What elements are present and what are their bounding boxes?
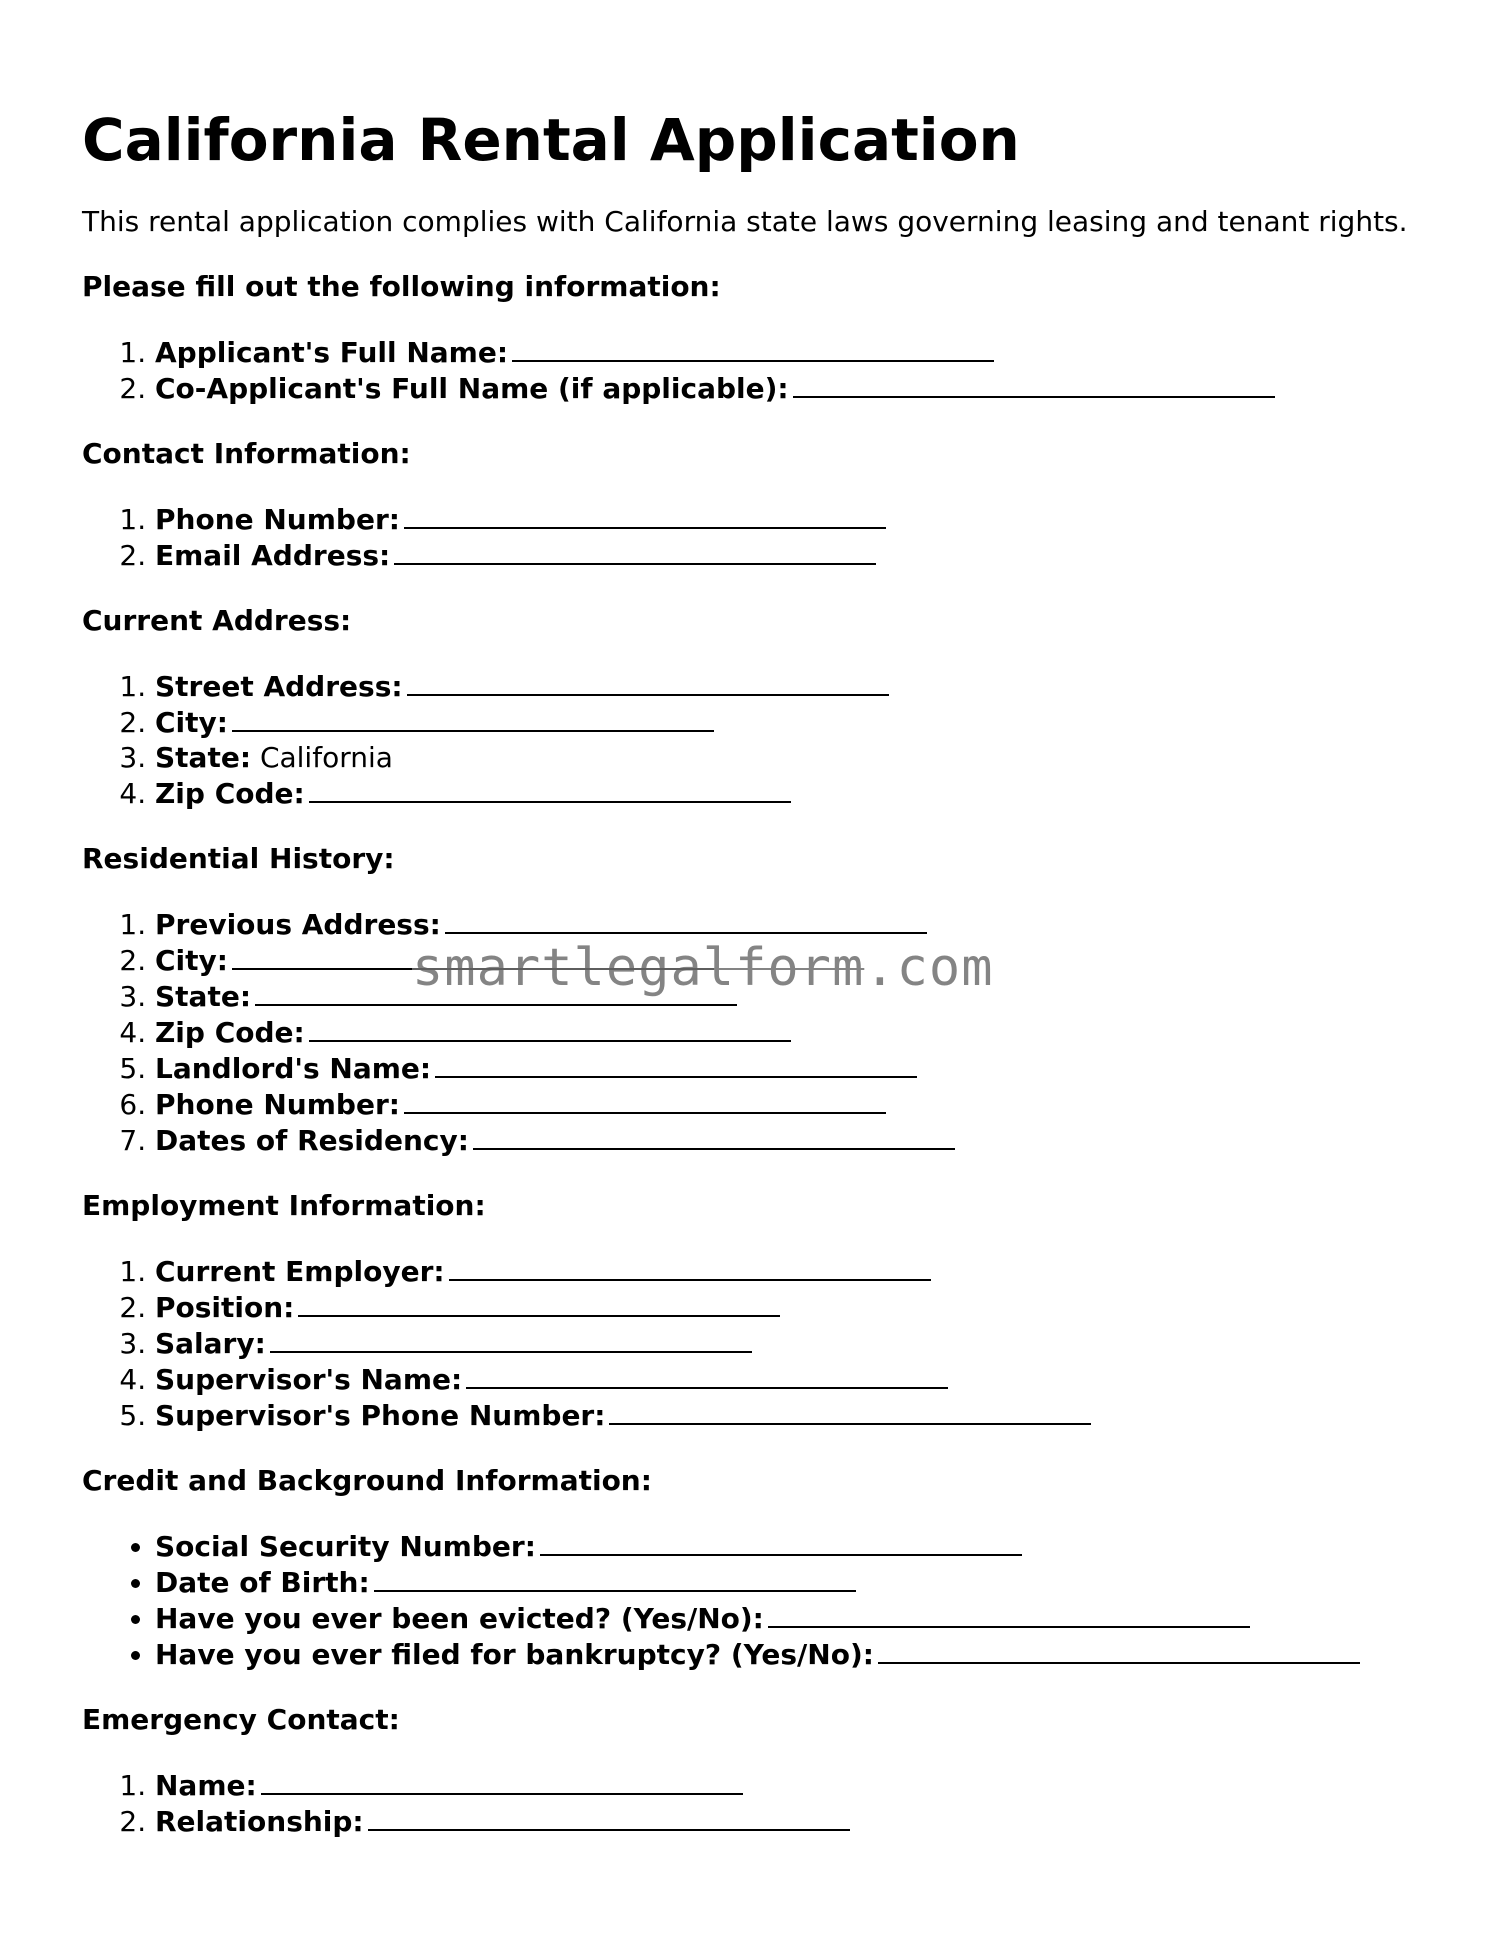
form-field-current-employer bbox=[155, 1253, 1422, 1289]
section-heading-current-address: Current Address: bbox=[82, 604, 352, 637]
form-field-social-security-number bbox=[155, 1528, 1422, 1564]
fill-in-blank[interactable] bbox=[298, 1289, 780, 1317]
form-field-state bbox=[155, 740, 1422, 775]
fill-in-blank[interactable] bbox=[466, 1361, 948, 1389]
field-label: Have you ever filed for bankruptcy? (Yes/No): bbox=[155, 1638, 874, 1671]
fill-in-blank[interactable] bbox=[445, 906, 927, 934]
field-label: Zip Code: bbox=[155, 1016, 305, 1049]
watermark-brand: smartlegalform bbox=[412, 938, 865, 998]
field-label: Relationship: bbox=[155, 1805, 364, 1838]
field-list-employment-information bbox=[82, 1253, 1422, 1433]
fill-in-blank[interactable] bbox=[404, 1086, 886, 1114]
field-label: Date of Birth: bbox=[155, 1566, 370, 1599]
field-list-emergency-contact bbox=[82, 1767, 1422, 1839]
field-label: City: bbox=[155, 944, 228, 977]
section-heading-contact-information: Contact Information: bbox=[82, 437, 411, 470]
watermark-suffix: .com bbox=[864, 938, 994, 998]
field-label: Phone Number: bbox=[155, 1088, 400, 1121]
field-label: State: bbox=[155, 980, 252, 1013]
field-label: Previous Address: bbox=[155, 908, 441, 941]
form-field-date-of-birth bbox=[155, 1564, 1422, 1600]
field-label: Co-Applicant's Full Name (if applicable): bbox=[155, 372, 789, 405]
field-label: Dates of Residency: bbox=[155, 1124, 469, 1157]
fill-in-blank[interactable] bbox=[309, 1014, 791, 1042]
form-field-have-you-ever-filed-for-bankruptcy-yes-no bbox=[155, 1636, 1422, 1672]
fill-in-blank[interactable] bbox=[540, 1528, 1022, 1556]
section-heading-residential-history: Residential History: bbox=[82, 842, 395, 875]
field-label: Social Security Number: bbox=[155, 1530, 536, 1563]
section-heading-emergency-contact: Emergency Contact: bbox=[82, 1703, 400, 1736]
field-list-please-fill-out-the-following-information bbox=[82, 334, 1422, 406]
fill-in-blank[interactable] bbox=[512, 334, 994, 362]
fill-in-blank[interactable] bbox=[449, 1253, 931, 1281]
field-label: Phone Number: bbox=[155, 503, 400, 536]
field-label: Salary: bbox=[155, 1327, 266, 1360]
field-label: Supervisor's Phone Number: bbox=[155, 1399, 606, 1432]
form-field-applicant-s-full-name bbox=[155, 334, 1422, 370]
field-list-current-address bbox=[82, 668, 1422, 811]
field-label: Have you ever been evicted? (Yes/No): bbox=[155, 1602, 764, 1635]
field-value: California bbox=[259, 741, 393, 774]
form-field-phone-number bbox=[155, 1086, 1422, 1122]
section-heading-credit-and-background-information: Credit and Background Information: bbox=[82, 1464, 652, 1497]
fill-in-blank[interactable] bbox=[261, 1767, 743, 1795]
field-label: Applicant's Full Name: bbox=[155, 336, 509, 369]
form-field-salary bbox=[155, 1325, 1422, 1361]
fill-in-blank[interactable] bbox=[309, 775, 791, 803]
form-field-email-address bbox=[155, 537, 1422, 573]
fill-in-blank[interactable] bbox=[232, 704, 714, 732]
field-label: Landlord's Name: bbox=[155, 1052, 432, 1085]
form-field-landlord-s-name bbox=[155, 1050, 1422, 1086]
form-field-name bbox=[155, 1767, 1422, 1803]
form-field-previous-address bbox=[155, 906, 1422, 942]
form-field-co-applicant-s-full-name-if-applicable bbox=[155, 370, 1422, 406]
form-field-zip-code bbox=[155, 1014, 1422, 1050]
form-field-supervisor-s-phone-number bbox=[155, 1397, 1422, 1433]
fill-in-blank[interactable] bbox=[768, 1600, 1250, 1628]
fill-in-blank[interactable] bbox=[270, 1325, 752, 1353]
fill-in-blank[interactable] bbox=[394, 537, 876, 565]
fill-in-blank[interactable] bbox=[407, 668, 889, 696]
field-list-contact-information bbox=[82, 501, 1422, 573]
fill-in-blank[interactable] bbox=[368, 1803, 850, 1831]
fill-in-blank[interactable] bbox=[435, 1050, 917, 1078]
form-sections bbox=[82, 269, 1422, 1839]
form-field-dates-of-residency bbox=[155, 1122, 1422, 1158]
field-label: Position: bbox=[155, 1291, 295, 1324]
form-field-relationship bbox=[155, 1803, 1422, 1839]
form-field-city bbox=[155, 704, 1422, 740]
form-field-street-address bbox=[155, 668, 1422, 704]
field-label: City: bbox=[155, 706, 228, 739]
form-field-phone-number bbox=[155, 501, 1422, 537]
field-label: Street Address: bbox=[155, 670, 403, 703]
form-field-zip-code bbox=[155, 775, 1422, 811]
field-label: State: bbox=[155, 741, 252, 774]
fill-in-blank[interactable] bbox=[374, 1564, 856, 1592]
section-heading-please-fill-out-the-following-information: Please fill out the following information: bbox=[82, 270, 721, 303]
form-field-have-you-ever-been-evicted-yes-no bbox=[155, 1600, 1422, 1636]
watermark bbox=[412, 938, 994, 998]
form-field-position bbox=[155, 1289, 1422, 1325]
intro-paragraph: This rental application complies with California state laws governing leasing and tenant rights. bbox=[82, 205, 1408, 238]
field-label: Supervisor's Name: bbox=[155, 1363, 463, 1396]
field-label: Name: bbox=[155, 1769, 257, 1802]
field-label: Zip Code: bbox=[155, 777, 305, 810]
field-label: Email Address: bbox=[155, 539, 391, 572]
form-field-supervisor-s-name bbox=[155, 1361, 1422, 1397]
fill-in-blank[interactable] bbox=[473, 1122, 955, 1150]
fill-in-blank[interactable] bbox=[404, 501, 886, 529]
fill-in-blank[interactable] bbox=[793, 370, 1275, 398]
field-list-credit-and-background-information bbox=[82, 1528, 1422, 1672]
page-title: California Rental Application bbox=[82, 106, 1020, 174]
section-heading-employment-information: Employment Information: bbox=[82, 1189, 486, 1222]
fill-in-blank[interactable] bbox=[878, 1636, 1360, 1664]
fill-in-blank[interactable] bbox=[609, 1397, 1091, 1425]
field-label: Current Employer: bbox=[155, 1255, 445, 1288]
